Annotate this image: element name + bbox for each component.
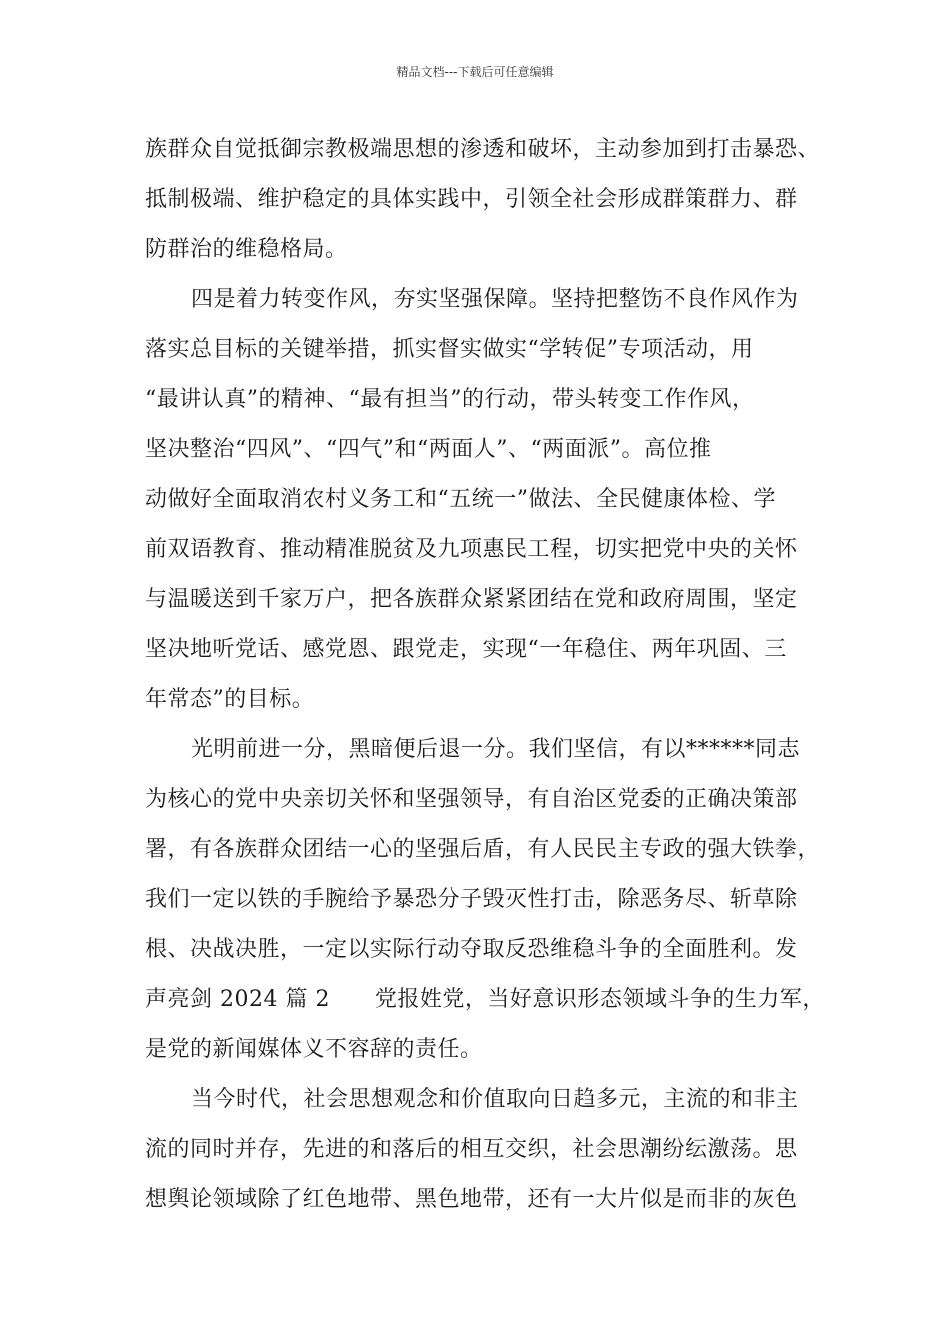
text-line: “最讲认真”的精神、“最有担当”的行动，带头转变工作作风， — [145, 387, 755, 412]
text-line: 我们一定以铁的手腕给予暴恐分子毁灭性打击，除恶务尽、斩草除 — [145, 887, 798, 912]
text-line: 流的同时并存，先进的和落后的相互交织，社会思潮纷纭激荡。思 — [145, 1137, 798, 1162]
paragraph-start-line: 当今时代，社会思想观念和价值取向日趋多元，主流的和非主 — [191, 1087, 799, 1112]
paragraph-start-line: 光明前进一分，黑暗便后退一分。我们坚信，有以******同志 — [191, 737, 801, 762]
text-line: 坚决整治“四风”、“四气”和“两面人”、“两面派”。高位推 — [145, 437, 712, 462]
text-line: 年常态”的目标。 — [145, 687, 315, 712]
text-line: 根、决战决胜，一定以实际行动夺取反恐维稳斗争的全面胜利。发 — [145, 937, 798, 962]
document-body — [145, 125, 845, 1225]
text-line: 声亮剑 2024 篇 2 党报姓党，当好意识形态领域斗争的生力军， — [145, 987, 825, 1012]
page-header: 精品文档---下载后可任意编辑 — [396, 65, 554, 79]
text-line: 与温暖送到千家万户，把各族群众紧紧团结在党和政府周围，坚定 — [145, 587, 798, 612]
text-line: 想舆论领域除了红色地带、黑色地带，还有一大片似是而非的灰色 — [145, 1187, 798, 1212]
text-line: 坚决地听党话、感党恩、跟党走，实现“一年稳住、两年巩固、三 — [145, 637, 787, 662]
text-line: 为核心的党中央亲切关怀和坚强领导，有自治区党委的正确决策部 — [145, 787, 798, 812]
text-line: 前双语教育、推动精准脱贫及九项惠民工程，切实把党中央的关怀 — [145, 537, 798, 562]
text-line: 动做好全面取消农村义务工和“五统一”做法、全民健康体检、学 — [145, 487, 776, 512]
paragraph-start-line: 四是着力转变作风，夯实坚强保障。坚持把整饬不良作风作为 — [191, 287, 799, 312]
text-line: 抵制极端、维护稳定的具体实践中，引领全社会形成群策群力、群 — [145, 187, 798, 212]
text-line: 署，有各族群众团结一心的坚强后盾，有人民民主专政的强大铁拳， — [145, 837, 821, 862]
text-line: 是党的新闻媒体义不容辞的责任。 — [145, 1037, 483, 1062]
text-line: 族群众自觉抵御宗教极端思想的渗透和破坏，主动参加到打击暴恐、 — [145, 137, 821, 162]
text-line: 落实总目标的关键举措，抓实督实做实“学转促”专项活动，用 — [145, 337, 754, 362]
text-line: 防群治的维稳格局。 — [145, 237, 348, 262]
